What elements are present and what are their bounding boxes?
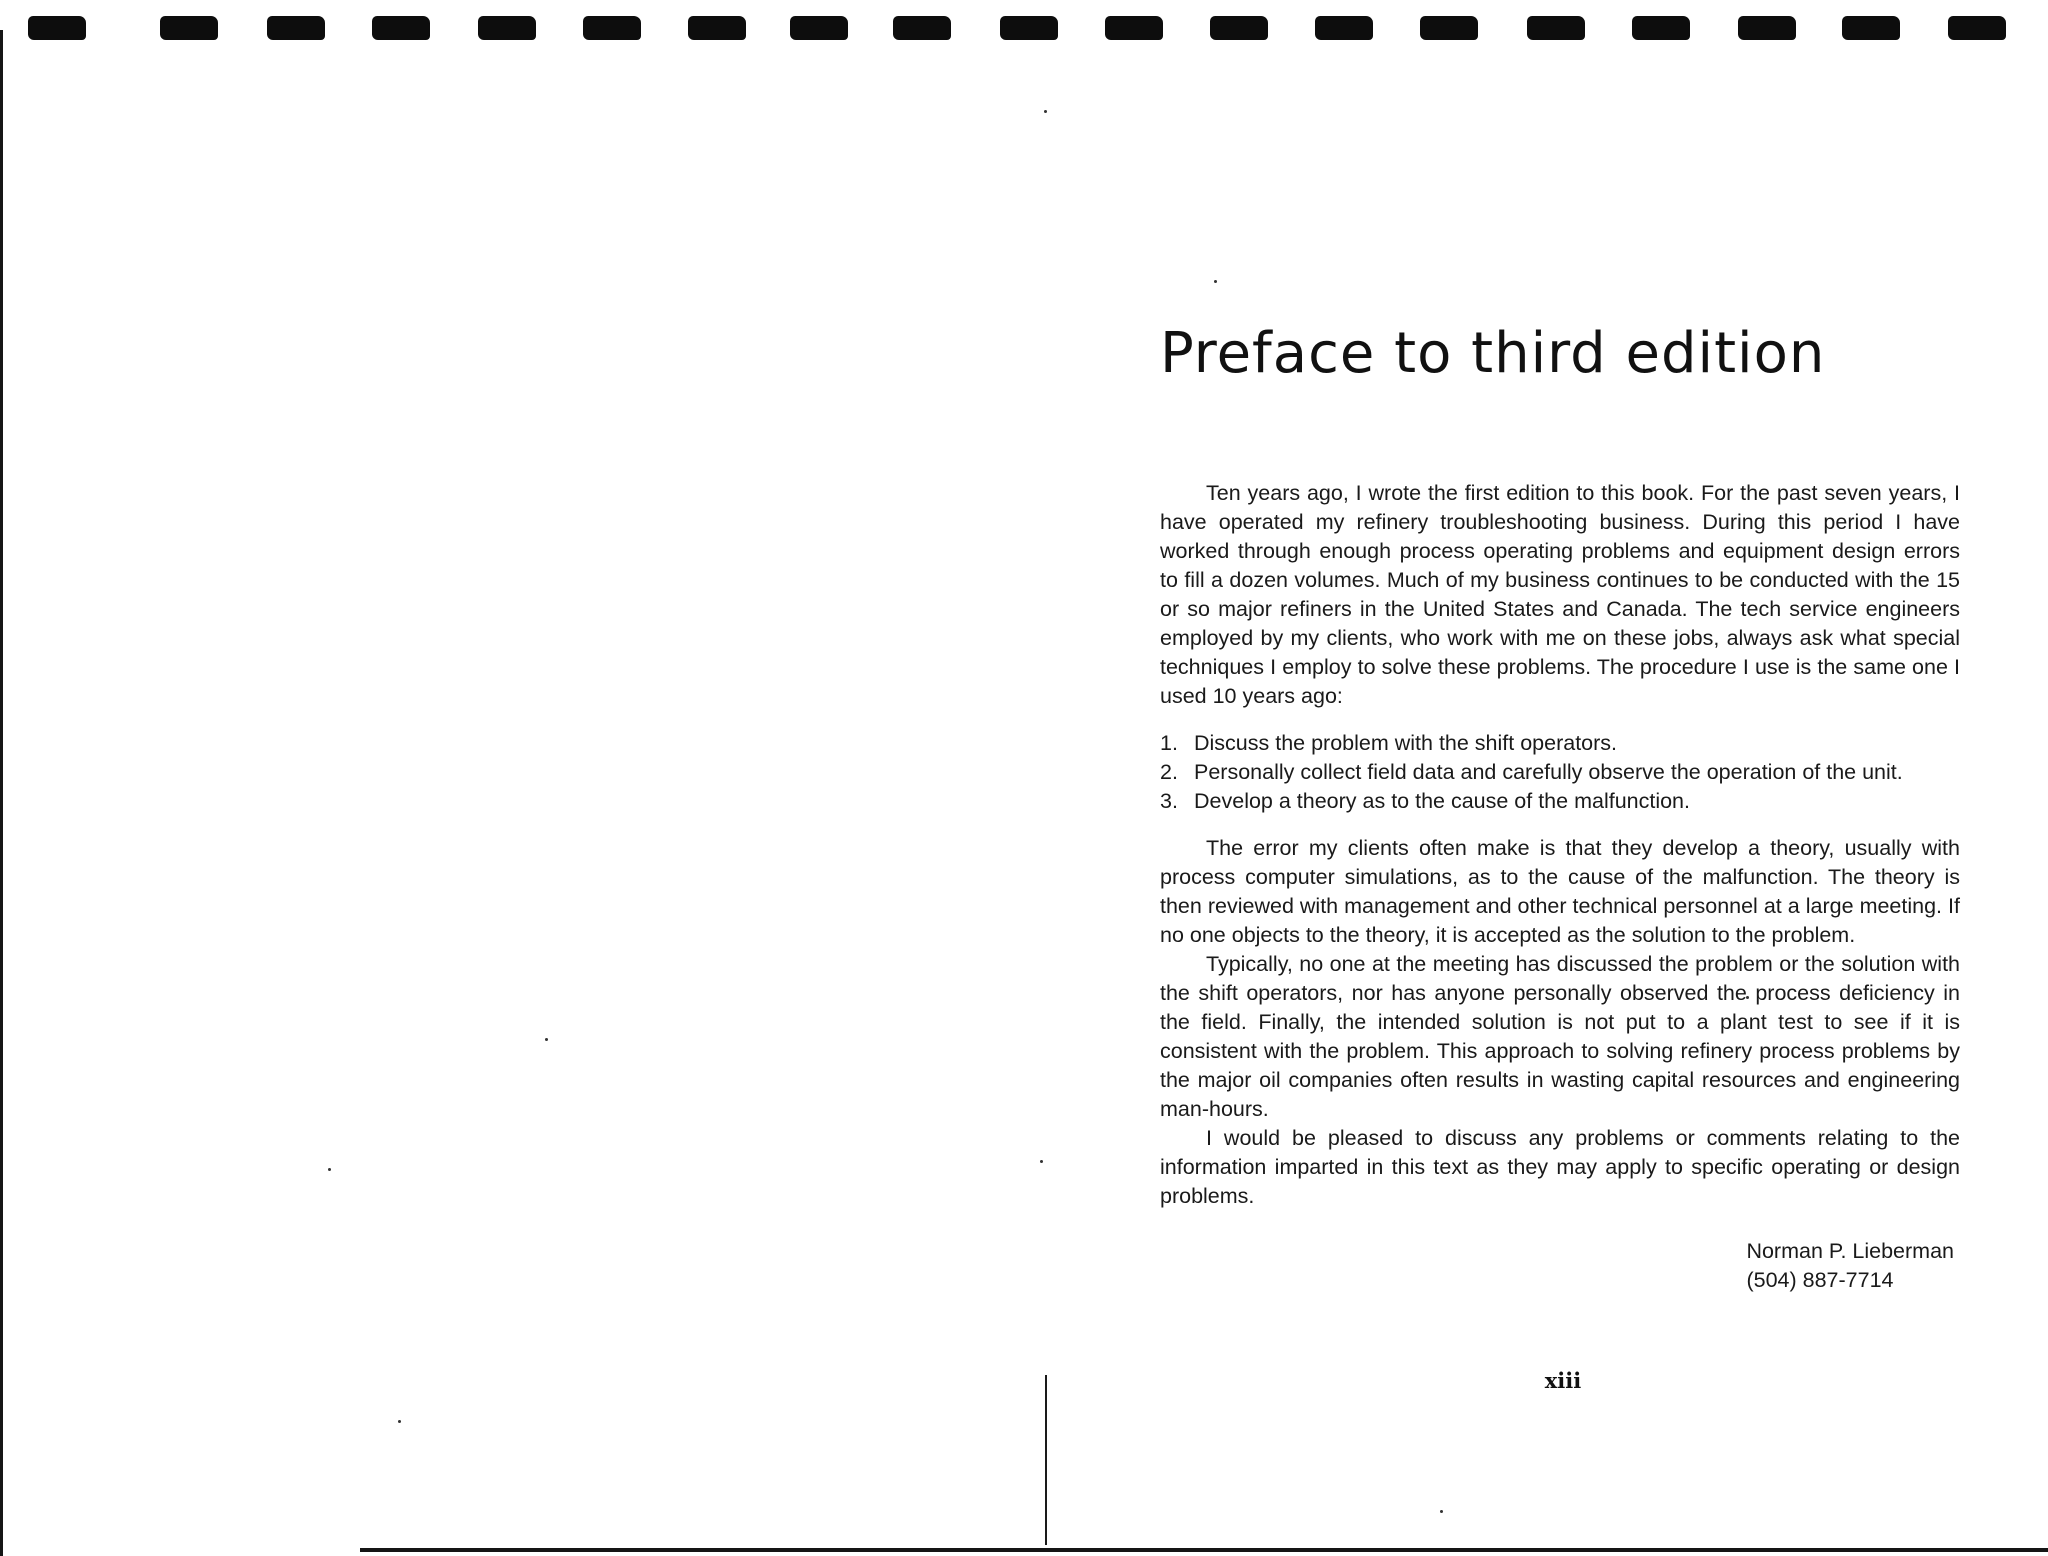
binding-hole	[1738, 16, 1796, 40]
list-item-text: Develop a theory as to the cause of the malfunction.	[1194, 789, 1690, 814]
binding-hole	[372, 16, 430, 40]
list-number: 1.	[1160, 731, 1178, 756]
list-number: 3.	[1160, 789, 1178, 814]
binding-hole	[1632, 16, 1690, 40]
binding-hole	[1842, 16, 1900, 40]
binding-hole	[1420, 16, 1478, 40]
page-title: Preface to third edition	[1160, 321, 1826, 386]
preface-page	[1160, 320, 1960, 1295]
paragraph: Typically, no one at the meeting has discussed the problem or the solution with the shift operators, nor has anyone personally observed the process deficiency in the field. Finally, the intended solution is not put to a plant test to see if it is consistent with the problem. This approach to solving refinery process problems by the major oil companies often results in wasting capital resources and engineering man-hours.	[1160, 952, 1960, 1122]
binding-hole	[160, 16, 218, 40]
paragraph: The error my clients often make is that they develop a theory, usually with process computer simulations, as to the cause of the malfunction. The theory is then reviewed with management and other technical personnel at a large meeting. If no one objects to the theory, it is accepted as the solution to the problem.	[1160, 836, 1960, 948]
binding-hole	[790, 16, 848, 40]
binding-hole	[28, 16, 86, 40]
author-name: Norman P. Lieberman	[1746, 1239, 1954, 1264]
binding-hole	[1000, 16, 1058, 40]
scan-speck	[1044, 110, 1047, 113]
procedure-list	[1160, 729, 1960, 816]
list-item	[1160, 787, 1960, 816]
paragraph: Ten years ago, I wrote the first edition to this book. For the past seven years, I have operated my refinery troubleshooting business. During this period I have worked through enough process operating problems and equipment design errors to fill a dozen volumes. Much of my business continues to be conducted with the 15 or so major refiners in the United States and Canada. The tech service engineers employed by my clients, who work with me on these jobs, always ask what special techniques I employ to solve these problems. The procedure I use is the same one I used 10 years ago:	[1160, 481, 1960, 709]
scan-speck	[545, 1038, 548, 1041]
page-edge-bottom	[360, 1548, 2048, 1552]
binding-hole	[478, 16, 536, 40]
scan-speck	[1214, 280, 1217, 283]
binding-hole	[583, 16, 641, 40]
binding-hole	[1210, 16, 1268, 40]
binding-hole	[893, 16, 951, 40]
scan-speck	[1040, 1160, 1043, 1163]
page-edge-left	[0, 30, 3, 1556]
signature-block	[1160, 1237, 1960, 1295]
binding-hole	[1315, 16, 1373, 40]
gutter-line	[1045, 1375, 1047, 1545]
binding-hole	[1105, 16, 1163, 40]
binding-hole	[1948, 16, 2006, 40]
binding-hole	[267, 16, 325, 40]
paragraph: I would be pleased to discuss any problems or comments relating to the information imparted in this text as they may apply to specific operating or design problems.	[1160, 1126, 1960, 1209]
list-item-text: Personally collect field data and carefully observe the operation of the unit.	[1194, 760, 1903, 785]
list-item	[1160, 758, 1960, 787]
page-number: xiii	[1544, 1368, 1582, 1393]
binding-hole	[688, 16, 746, 40]
list-item	[1160, 729, 1960, 758]
list-item-text: Discuss the problem with the shift operators.	[1194, 731, 1618, 756]
scan-speck	[328, 1168, 331, 1171]
author-phone: (504) 887-7714	[1746, 1268, 1894, 1293]
scan-speck	[398, 1420, 401, 1423]
scan-speck	[1440, 1510, 1443, 1513]
list-number: 2.	[1160, 760, 1178, 785]
binding-hole	[1527, 16, 1585, 40]
